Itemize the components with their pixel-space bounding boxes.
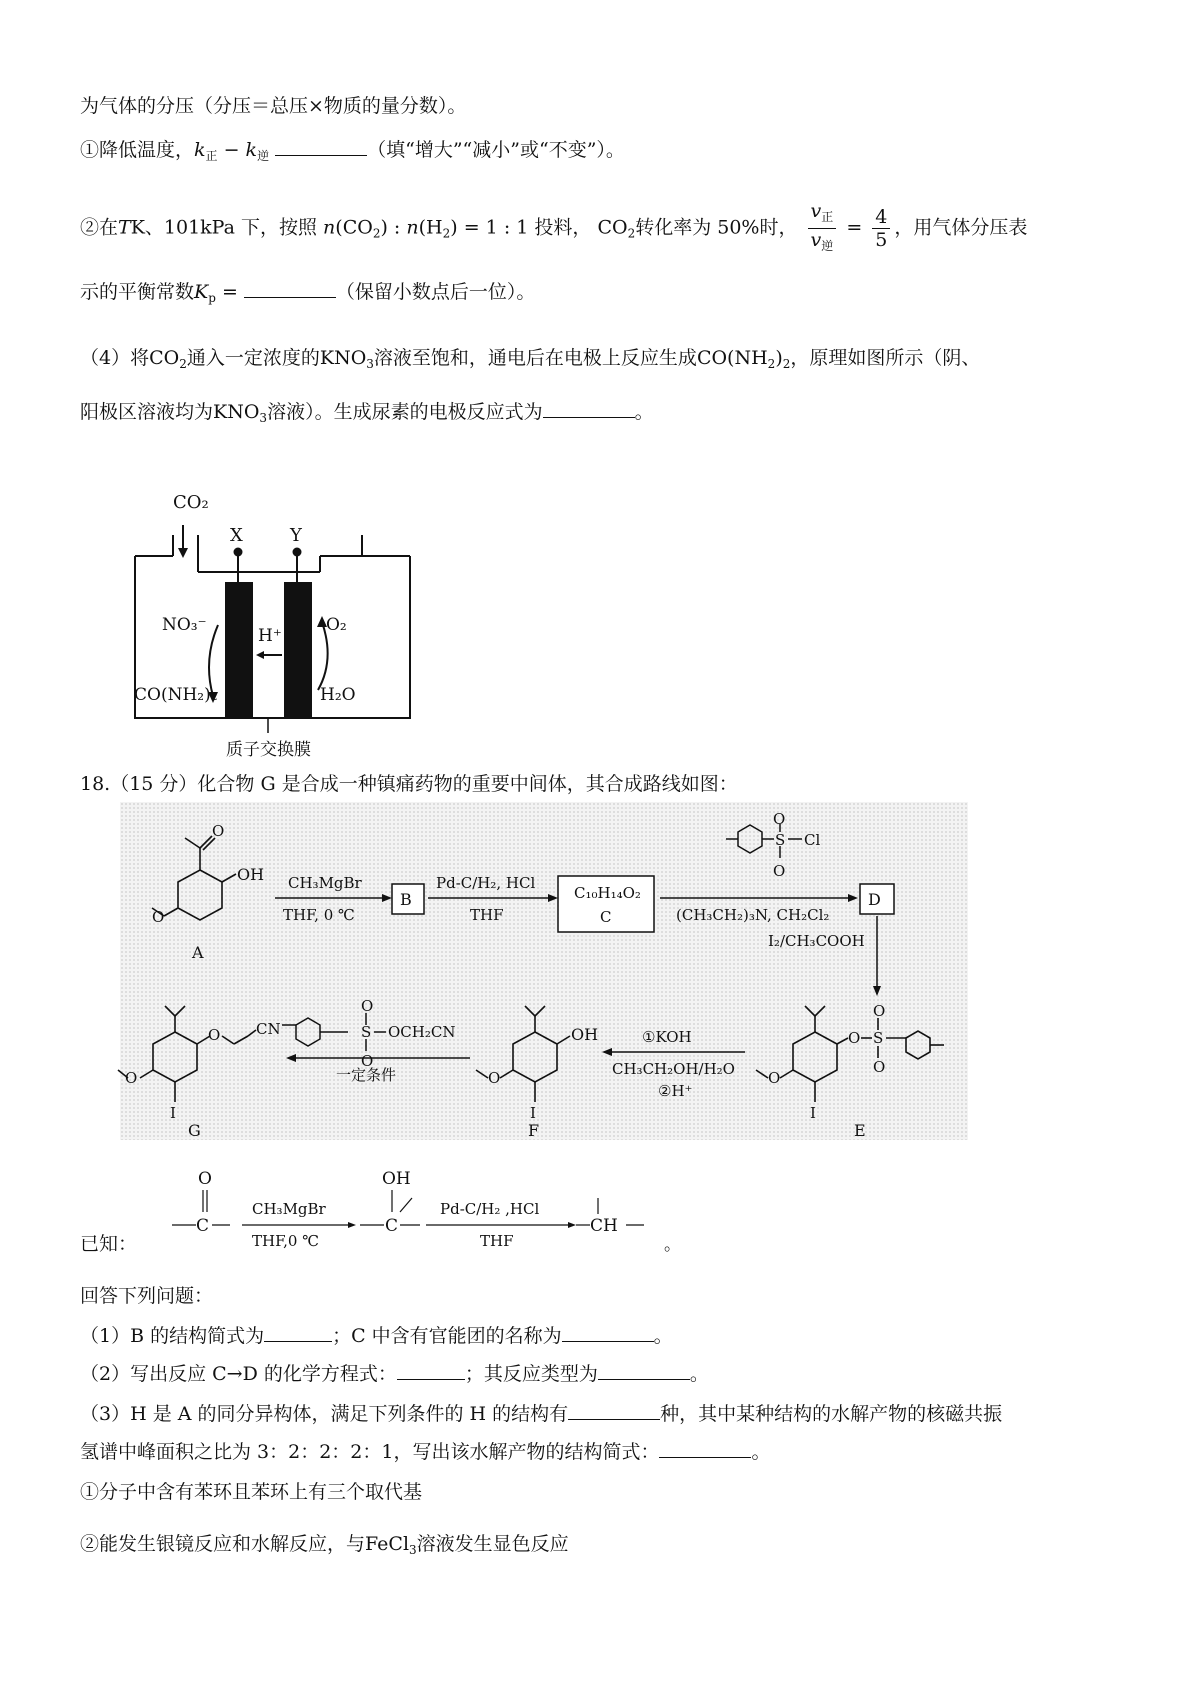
svg-text:THF: THF bbox=[470, 906, 504, 924]
svg-text:O: O bbox=[152, 908, 165, 926]
svg-text:I: I bbox=[170, 1104, 176, 1122]
question-18-heading: 18.（15 分）化合物 G 是合成一种镇痛药物的重要中间体，其合成路线如图： bbox=[80, 773, 738, 795]
answer-intro: 回答下列问题： bbox=[80, 1285, 214, 1307]
svg-text:OH: OH bbox=[382, 1169, 411, 1189]
svg-text:Cl: Cl bbox=[804, 831, 821, 849]
value-fraction: $\frac{4}{5}$ bbox=[872, 206, 890, 251]
condition-1: ①分子中含有苯环且苯环上有三个取代基 bbox=[80, 1481, 423, 1503]
svg-text:CH₃MgBr: CH₃MgBr bbox=[252, 1200, 326, 1218]
question-3-2-cont: 示的平衡常数$K_p$ = （保留小数点后一位）。 bbox=[80, 281, 536, 305]
label-co2: CO₂ bbox=[173, 492, 209, 513]
label-f: F bbox=[528, 1121, 540, 1140]
svg-text:O: O bbox=[208, 1026, 221, 1044]
svg-text:CH₃CH₂OH/H₂O: CH₃CH₂OH/H₂O bbox=[612, 1060, 735, 1078]
label-urea: CO(NH₂)₂ bbox=[134, 685, 218, 705]
svg-text:CH: CH bbox=[590, 1216, 618, 1236]
svg-text:Pd-C/H₂, HCl: Pd-C/H₂, HCl bbox=[436, 874, 536, 892]
svg-text:O: O bbox=[361, 997, 374, 1015]
svg-text:OH: OH bbox=[571, 1025, 599, 1044]
label-membrane: 质子交换膜 bbox=[226, 740, 311, 760]
text-partial-pressure: 为气体的分压（分压＝总压×物质的量分数）。 bbox=[80, 95, 467, 117]
svg-text:B: B bbox=[400, 890, 412, 909]
label-y: Y bbox=[290, 525, 302, 546]
label-e: E bbox=[854, 1121, 866, 1140]
label-proton: H⁺ bbox=[258, 626, 282, 646]
question-18-3: （3）H 是 A 的同分异构体，满足下列条件的 H 的结构有 种，其中某种结构的水解产物的核磁共振 bbox=[80, 1403, 1003, 1425]
svg-text:CN: CN bbox=[256, 1020, 281, 1038]
svg-text:CH₃MgBr: CH₃MgBr bbox=[288, 874, 362, 892]
svg-text:OCH₂CN: OCH₂CN bbox=[388, 1023, 456, 1041]
svg-text:②H⁺: ②H⁺ bbox=[658, 1082, 693, 1100]
svg-text:O: O bbox=[848, 1029, 861, 1047]
question-18-1: （1）B 的结构简式为 ；C 中含有官能团的名称为 。 bbox=[80, 1325, 673, 1347]
label-g: G bbox=[188, 1121, 201, 1140]
svg-text:C: C bbox=[196, 1216, 210, 1236]
svg-text:O: O bbox=[212, 822, 225, 840]
question-3-2: ②在TK、101kPa 下，按照 $n(CO_2)$ : $n(H_2) = 1$ : 1 投料， $CO_2$转化率为 50%时， $\frac{v_正}{v_逆}$ = $\frac{4}{5}$ ，用气体分压表 bbox=[80, 200, 1027, 257]
svg-text:S: S bbox=[873, 1029, 884, 1047]
svg-text:O: O bbox=[198, 1169, 212, 1189]
condition-2: ②能发生银镜反应和水解反应，与FeCl$_3$溶液发生显色反应 bbox=[80, 1533, 569, 1557]
svg-text:O: O bbox=[768, 1069, 781, 1087]
svg-text:OH: OH bbox=[237, 865, 265, 884]
svg-text:C: C bbox=[385, 1216, 399, 1236]
label-a: A bbox=[192, 943, 204, 962]
answer-blank[interactable] bbox=[264, 1323, 332, 1342]
question-4-line2: 阳极区溶液均为$KNO_3$溶液）。生成尿素的电极反应式为 。 bbox=[80, 401, 654, 425]
svg-text:已知：: 已知： bbox=[80, 1233, 138, 1255]
svg-text:I: I bbox=[810, 1104, 816, 1122]
label-nitrate: NO₃⁻ bbox=[162, 615, 207, 635]
svg-text:THF,0 ℃: THF,0 ℃ bbox=[252, 1232, 320, 1250]
svg-text:一定条件: 一定条件 bbox=[336, 1066, 397, 1084]
svg-text:Pd-C/H₂ ,HCl: Pd-C/H₂ ,HCl bbox=[440, 1200, 540, 1218]
svg-text:O: O bbox=[873, 1058, 886, 1076]
svg-text:I: I bbox=[530, 1104, 536, 1122]
svg-text:C: C bbox=[600, 908, 612, 926]
svg-text:。: 。 bbox=[664, 1235, 681, 1255]
svg-text:O: O bbox=[773, 810, 786, 828]
question-18-2: （2）写出反应 C→D 的化学方程式： ；其反应类型为 。 bbox=[80, 1363, 709, 1385]
svg-text:①KOH: ①KOH bbox=[642, 1028, 692, 1046]
svg-text:THF: THF bbox=[480, 1232, 514, 1250]
svg-text:O: O bbox=[873, 1002, 886, 1020]
svg-text:O: O bbox=[773, 862, 786, 880]
answer-blank[interactable] bbox=[659, 1439, 751, 1458]
svg-text:O: O bbox=[361, 1052, 374, 1070]
svg-text:C₁₀H₁₄O₂: C₁₀H₁₄O₂ bbox=[574, 884, 641, 902]
label-water: H₂O bbox=[320, 685, 356, 705]
label-x: X bbox=[230, 525, 243, 546]
question-3-1: ①降低温度，$k_正 - k_逆$ （填“增大”“减小”或“不变”）。 bbox=[80, 139, 625, 163]
svg-text:O: O bbox=[125, 1069, 138, 1087]
answer-blank[interactable] bbox=[568, 1401, 660, 1420]
answer-blank[interactable] bbox=[598, 1361, 690, 1380]
svg-text:I₂/CH₃COOH: I₂/CH₃COOH bbox=[768, 932, 865, 950]
svg-text:THF, 0 ℃: THF, 0 ℃ bbox=[283, 906, 355, 924]
question-18-3-cont: 氢谱中峰面积之比为 3：2：2：2：1，写出该水解产物的结构简式： 。 bbox=[80, 1441, 771, 1463]
svg-text:(CH₃CH₂)₃N, CH₂Cl₂: (CH₃CH₂)₃N, CH₂Cl₂ bbox=[676, 906, 830, 924]
answer-blank[interactable] bbox=[562, 1323, 654, 1342]
svg-text:S: S bbox=[361, 1023, 372, 1041]
svg-text:O: O bbox=[488, 1069, 501, 1087]
svg-text:D: D bbox=[868, 890, 881, 909]
question-4-line1: （4）将$CO_2$通入一定浓度的$KNO_3$溶液至饱和，通电后在电极上反应生成$CO(NH_2)_2$，原理如图所示（阴、 bbox=[80, 347, 981, 371]
label-oxygen: O₂ bbox=[326, 615, 347, 635]
svg-text:S: S bbox=[775, 831, 786, 849]
answer-blank[interactable] bbox=[397, 1361, 465, 1380]
rate-ratio-fraction: $\frac{v_正}{v_逆}$ bbox=[808, 200, 837, 257]
